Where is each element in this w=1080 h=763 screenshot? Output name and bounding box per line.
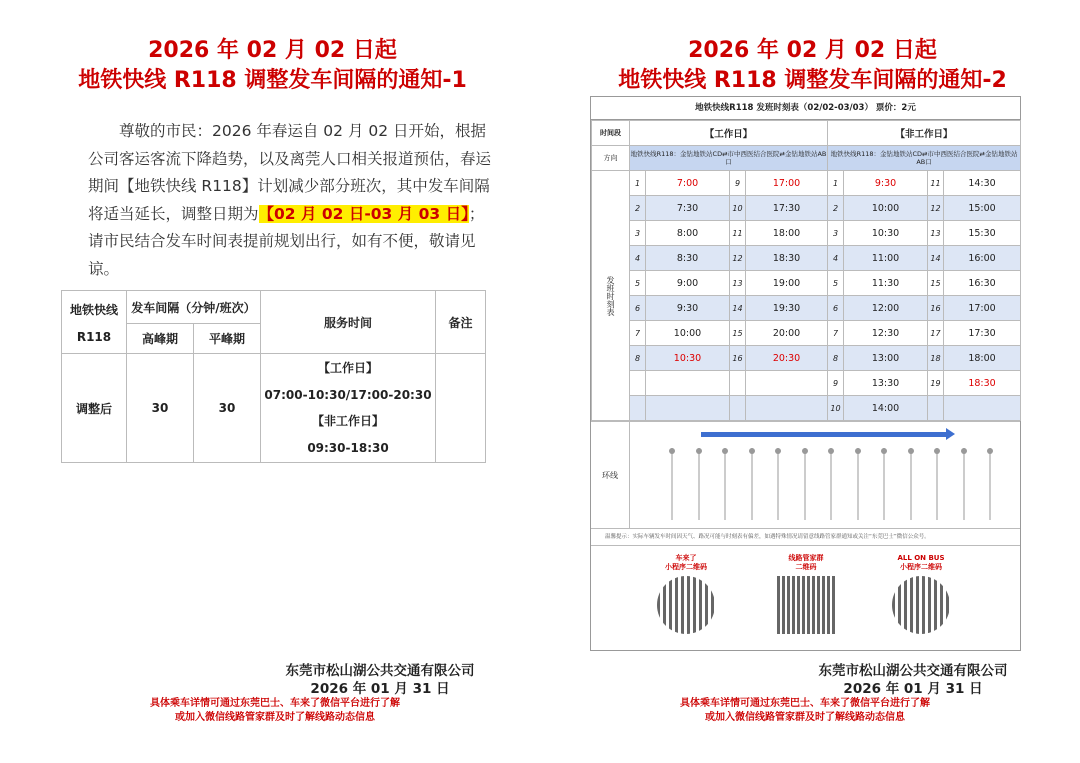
trip-index: 4 (630, 246, 646, 271)
period-label: 时间段 (592, 121, 630, 146)
footer-note-right (655, 697, 955, 725)
footer-note-r1: 具体乘车详情可通过东莞巴士、车来了微信平台进行了解 (680, 698, 930, 709)
date-range-highlight: 【02 月 02 日-03 月 03 日】 (258, 204, 469, 223)
schedule-row (592, 371, 1021, 396)
schedule-row (592, 296, 1021, 321)
departure-time: 18:30 (944, 371, 1021, 396)
company-sign (280, 662, 480, 698)
warm-tip: 温馨提示：实际车辆发车时间因天气、路况可能与时刻表有偏差，如遇特殊情况请留意线路管家群通知或关注“东莞巴士”微信公众号。 (591, 528, 1020, 545)
trip-index (928, 396, 944, 421)
departure-time: 7:30 (646, 196, 730, 221)
timetable-title: 地铁快线R118 发班时刻表（02/02-03/03） 票价：2元 (591, 97, 1020, 120)
qr2-subtitle: 二维码 (795, 563, 817, 571)
departure-time: 19:30 (746, 296, 828, 321)
stop-marker (936, 448, 938, 520)
departure-time: 15:00 (944, 196, 1021, 221)
trip-index: 7 (828, 321, 844, 346)
departure-time: 7:00 (646, 171, 730, 196)
body-text-a: 尊敬的市民：2026 年春运自 02 月 02 日开始，根据公司客运客流下降趋势，以及离莞人口相关报道预估，春运期间【地铁快线 R118】计划减少部分班次，其中发车间隔将适当延长，调整日期为 (88, 122, 492, 223)
trip-index: 4 (828, 246, 844, 271)
stop-marker (698, 448, 700, 520)
company-sign-2 (803, 662, 1023, 698)
notice-1-title-date: 2026 年 02 月 02 日起 (148, 38, 397, 63)
interval-header: 发车间隔（分钟/班次） (127, 291, 261, 324)
loop-label: 环线 (591, 422, 630, 528)
trip-index: 17 (928, 321, 944, 346)
qr3-title: ALL ON BUS (897, 554, 945, 562)
qr-chelaile[interactable] (646, 554, 726, 634)
departure-time: 10:00 (646, 321, 730, 346)
stop-marker (724, 448, 726, 520)
departure-time (944, 396, 1021, 421)
schedule-row (592, 396, 1021, 421)
remark-value (436, 354, 486, 463)
trip-index: 19 (928, 371, 944, 396)
departure-time: 13:00 (844, 346, 928, 371)
stop-marker (857, 448, 859, 520)
qr-code-icon (892, 576, 950, 634)
workday-direction: 地铁快线R118：金钻地铁站CD⇄市中西医结合医院⇄金钻地铁站AB口 (630, 146, 828, 171)
departure-time: 9:00 (646, 271, 730, 296)
side-label: 发班时刻表 (592, 171, 630, 421)
qr1-title: 车来了 (675, 554, 697, 562)
departure-time: 10:00 (844, 196, 928, 221)
issue-date: 2026 年 01 月 31 日 (310, 681, 450, 697)
departure-time: 11:30 (844, 271, 928, 296)
direction-label: 方向 (592, 146, 630, 171)
trip-index: 6 (828, 296, 844, 321)
departure-time: 17:00 (944, 296, 1021, 321)
notice-2-title-date: 2026 年 02 月 02 日起 (688, 38, 937, 63)
departure-time: 18:30 (746, 246, 828, 271)
notice-1-body (88, 118, 496, 283)
stop-marker (751, 448, 753, 520)
nonworkday-header: 【非工作日】 (828, 121, 1021, 146)
departure-time: 18:00 (746, 221, 828, 246)
trip-index: 6 (630, 296, 646, 321)
trip-index: 10 (828, 396, 844, 421)
notice-1-title: 地铁快线 R118 调整发车间隔的通知-1 (78, 68, 467, 93)
footer-note (130, 697, 420, 725)
trip-index: 13 (730, 271, 746, 296)
nonworkday-direction: 地铁快线R118：金钻地铁站CD⇄市中西医结合医院⇄金钻地铁站AB口 (828, 146, 1021, 171)
departure-time: 14:30 (944, 171, 1021, 196)
trip-index: 2 (630, 196, 646, 221)
route-label: 地铁快线 (69, 302, 118, 317)
trip-index: 7 (630, 321, 646, 346)
schedule-row (592, 196, 1021, 221)
peak-header: 高峰期 (127, 324, 194, 354)
route-code: R118 (76, 329, 112, 344)
service-times (261, 354, 436, 463)
departure-time: 10:30 (844, 221, 928, 246)
route-cell (62, 291, 127, 354)
trip-index: 2 (828, 196, 844, 221)
qr-codes (591, 545, 1020, 646)
departure-time: 20:00 (746, 321, 828, 346)
departure-time: 11:00 (844, 246, 928, 271)
trip-index: 1 (630, 171, 646, 196)
schedule-row (592, 246, 1021, 271)
trip-index (630, 371, 646, 396)
stop-marker (804, 448, 806, 520)
timetable (591, 120, 1021, 421)
trip-index: 14 (928, 246, 944, 271)
stop-marker (883, 448, 885, 520)
departure-time: 17:00 (746, 171, 828, 196)
trip-index (630, 396, 646, 421)
qr3-subtitle: 小程序二维码 (900, 563, 942, 571)
stop-marker (910, 448, 912, 520)
trip-index: 12 (928, 196, 944, 221)
departure-time (646, 371, 730, 396)
footer-note-2: 或加入微信线路管家群及时了解线路动态信息 (175, 712, 375, 723)
departure-time: 10:30 (646, 346, 730, 371)
departure-time: 16:00 (944, 246, 1021, 271)
trip-index: 9 (828, 371, 844, 396)
schedule-row (592, 346, 1021, 371)
footer-note-1: 具体乘车详情可通过东莞巴士、车来了微信平台进行了解 (150, 698, 400, 709)
departure-time: 13:30 (844, 371, 928, 396)
loop-route-diagram (591, 421, 1020, 528)
trip-index: 15 (730, 321, 746, 346)
qr-line-group[interactable] (766, 554, 846, 634)
offpeak-header: 平峰期 (193, 324, 260, 354)
company-name: 东莞市松山湖公共交通有限公司 (285, 663, 475, 679)
departure-time: 15:30 (944, 221, 1021, 246)
trip-index: 15 (928, 271, 944, 296)
remark-header: 备注 (436, 291, 486, 354)
departure-time: 8:00 (646, 221, 730, 246)
trip-index: 5 (630, 271, 646, 296)
departure-time: 17:30 (746, 196, 828, 221)
body-text-b: ；请市民结合发车时间表提前规划出行，如有不便，敬请见谅。 (88, 204, 485, 278)
trip-index: 5 (828, 271, 844, 296)
service-table (61, 290, 486, 463)
trip-index: 8 (630, 346, 646, 371)
departure-time: 17:30 (944, 321, 1021, 346)
peak-value: 30 (127, 354, 194, 463)
service-header: 服务时间 (261, 291, 436, 354)
trip-index: 11 (730, 221, 746, 246)
trip-index: 18 (928, 346, 944, 371)
departure-time: 20:30 (746, 346, 828, 371)
stop-list (671, 448, 991, 520)
schedule-row (592, 171, 1021, 196)
departure-time: 12:00 (844, 296, 928, 321)
direction-arrow-icon (701, 432, 947, 437)
company-name-2: 东莞市松山湖公共交通有限公司 (818, 663, 1008, 679)
schedule-row (592, 321, 1021, 346)
notice-2 (545, 0, 1080, 723)
trip-index: 11 (928, 171, 944, 196)
qr1-subtitle: 小程序二维码 (665, 563, 707, 571)
notice-1 (0, 0, 545, 723)
stop-marker (830, 448, 832, 520)
trip-index: 9 (730, 171, 746, 196)
trip-index: 1 (828, 171, 844, 196)
workday-label: 【工作日】 (317, 361, 378, 375)
row-label: 调整后 (62, 354, 127, 463)
timetable-sheet (590, 96, 1021, 651)
schedule-row (592, 221, 1021, 246)
workday-time: 07:00-10:30/17:00-20:30 (264, 387, 432, 402)
departure-time: 12:30 (844, 321, 928, 346)
departure-time: 9:30 (646, 296, 730, 321)
nonworkday-time: 09:30-18:30 (307, 440, 389, 455)
departure-time: 9:30 (844, 171, 928, 196)
trip-index: 8 (828, 346, 844, 371)
stop-marker (671, 448, 673, 520)
trip-index: 14 (730, 296, 746, 321)
departure-time: 19:00 (746, 271, 828, 296)
trip-index: 16 (730, 346, 746, 371)
trip-index (730, 396, 746, 421)
stop-marker (777, 448, 779, 520)
departure-time: 14:00 (844, 396, 928, 421)
departure-time: 8:30 (646, 246, 730, 271)
stop-marker (963, 448, 965, 520)
trip-index: 3 (630, 221, 646, 246)
departure-time: 18:00 (944, 346, 1021, 371)
offpeak-value: 30 (193, 354, 260, 463)
workday-header: 【工作日】 (630, 121, 828, 146)
issue-date-2: 2026 年 01 月 31 日 (843, 681, 983, 697)
trip-index: 13 (928, 221, 944, 246)
trip-index (730, 371, 746, 396)
qr2-title: 线路管家群 (788, 554, 824, 562)
departure-time (646, 396, 730, 421)
nonworkday-label: 【非工作日】 (311, 414, 384, 428)
schedule-row (592, 271, 1021, 296)
stop-marker (989, 448, 991, 520)
departure-time (746, 396, 828, 421)
qr-allonbus[interactable] (881, 554, 961, 634)
departure-time: 16:30 (944, 271, 1021, 296)
qr-code-icon (777, 576, 835, 634)
trip-index: 16 (928, 296, 944, 321)
trip-index: 3 (828, 221, 844, 246)
departure-time (746, 371, 828, 396)
qr-code-icon (657, 576, 715, 634)
trip-index: 10 (730, 196, 746, 221)
footer-note-r2: 或加入微信线路管家群及时了解线路动态信息 (705, 712, 905, 723)
trip-index: 12 (730, 246, 746, 271)
notice-2-title: 地铁快线 R118 调整发车间隔的通知-2 (618, 68, 1007, 93)
